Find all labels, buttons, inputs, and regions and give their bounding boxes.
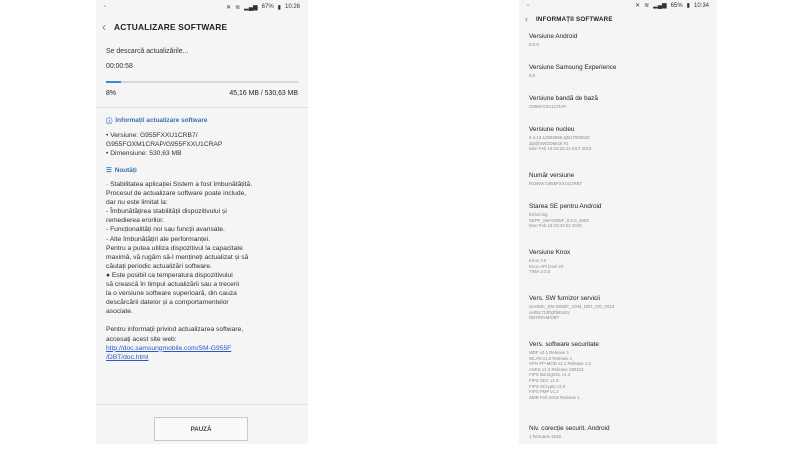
list-item-knox-version[interactable] (529, 243, 707, 289)
item-label: Starea SE pentru Android (529, 203, 602, 210)
page-title: ACTUALIZARE SOFTWARE (114, 22, 228, 32)
note-line: maximă, vă rugăm să-l mențineți actualizat și să (106, 253, 249, 261)
info-line: • Versiune: G955FXXU1CRB7/ (106, 132, 198, 139)
note-line: - Îmbunătățirea stabilității dispozitivului și (106, 208, 227, 216)
doc-link[interactable]: http://doc.samsungmobile.com/SM-G955F (106, 344, 232, 352)
mute-icon: ✕ (226, 4, 232, 11)
clock: 10:26 (284, 4, 300, 10)
update-info-block (96, 125, 308, 158)
pause-button[interactable]: PAUZĂ (154, 417, 248, 441)
news-title: Noutăți (114, 166, 137, 174)
item-label: Versiune Samsung Experience (529, 64, 617, 71)
clock: 10:34 (693, 2, 709, 9)
note-line: Pentru a putea utiliza dispozitivul la capacitate (106, 244, 243, 252)
note-line: accesați acest site web: (106, 335, 177, 343)
item-value: Knox 3.0 Knox API level 24 TIMA 3.3.0 (529, 258, 564, 275)
note-line: să crească în timpul actualizării sau a trecerii (106, 281, 240, 289)
info-line: G955FOXM1CRAP/G955FXXU1CRAP (106, 141, 223, 148)
download-progress-bar (106, 81, 298, 83)
item-label: Vers. SW furnizor servicii (529, 295, 601, 302)
battery-icon: ▮ (686, 3, 690, 9)
software-update-screen (96, 0, 308, 444)
info-line: • Dimensiune: 530,63 MB (106, 150, 182, 157)
item-value: R16NW.G955FXXU1CRB7 (529, 181, 582, 186)
item-label: Versiune nucleu (529, 126, 575, 133)
item-value: 1 februarie 2018 (529, 434, 561, 439)
list-item-service-provider-sw[interactable] (529, 289, 707, 335)
note-line: ● Este posibil ca temperatura dispozitivului (106, 271, 233, 279)
page-title: INFORMAȚII SOFTWARE (536, 15, 613, 23)
item-value: Enforcing SEPF_SM-G955F_8.0.0_0003 Mon Feb 19 23:44:02 2018 (529, 212, 589, 229)
battery-icon: ▮ (277, 4, 281, 11)
download-status: Se descarcă actualizările... (106, 48, 189, 55)
item-label: Număr versiune (529, 172, 575, 179)
item-value: 8.0.0 (529, 42, 539, 47)
note-line: - Alte îmbunătățiri ale performanței. (106, 235, 211, 243)
list-item-samsung-experience[interactable] (529, 58, 707, 89)
app-bar (519, 11, 717, 27)
item-label: Versiune Android (529, 33, 578, 40)
item-value: 9.0 (529, 73, 536, 78)
list-item-security-patch[interactable] (529, 419, 707, 444)
list-item-security-software[interactable] (529, 335, 707, 419)
item-value: MDF v3.1 Release 1 WLAN v1.0 Release 1 VPN PP-MOD v2.1 Release 1.0 ASKS v1.4 Release 180123 FIPS BoringSSL v1.2 FIPS SKC v1.9 FIPS SCrypto v2.0 FIPS FMP v1.2 SMR Feb-2018 Release 1 (529, 350, 591, 400)
wifi-icon: ≋ (644, 3, 650, 9)
download-progress-fill (106, 81, 121, 83)
release-notes (96, 174, 308, 362)
doc-link[interactable]: /DBT/doc.html (106, 353, 149, 361)
item-label: Niv. corecție securit. Android (529, 425, 610, 432)
item-value: G955FXXU1CRAP (529, 104, 567, 109)
note-line: remedierea erorilor. (106, 217, 164, 225)
signal-icon: ▂▄▆ (244, 4, 258, 11)
list-item-baseband[interactable] (529, 89, 707, 120)
item-label: Versiune bandă de bază (529, 95, 598, 102)
download-percent: 8% (106, 90, 116, 97)
signal-icon: ▂▄▆ (653, 3, 667, 9)
list-item-android-version[interactable] (529, 27, 707, 58)
battery-percent: 65% (670, 2, 683, 9)
list-icon: ☰ (106, 167, 112, 174)
download-size: 45,16 MB / 530,63 MB (229, 90, 298, 97)
status-bar (519, 0, 717, 11)
bottom-divider (96, 404, 308, 405)
note-line: · Stabilitatea aplicației Sistem a fost îmbunătățită. (106, 181, 253, 188)
item-value: SAOMC_SM-G955F_OXM_DBT_OO_0013 ce051713f52fb8240c DBT/ROM/DBT (529, 304, 615, 321)
update-info-title: Informații actualizare software (115, 117, 208, 124)
list-item-kernel[interactable] (529, 120, 707, 166)
note-line: dar nu este limitat la: (106, 199, 168, 207)
news-header (96, 164, 308, 174)
software-info-list (519, 27, 717, 444)
back-arrow-icon[interactable]: ‹ (102, 20, 106, 34)
item-value: 4.4.13-12993656-QB17006520 dpi@SWDD6816 #1 Mon Feb 19 23:22:14 KST 2018 (529, 135, 592, 152)
note-line: asociate. (106, 308, 133, 316)
item-label: Versiune Knox (529, 249, 571, 256)
divider (96, 107, 308, 108)
info-icon: ⓘ (106, 118, 113, 125)
back-arrow-icon[interactable]: ‹ (525, 13, 528, 24)
elapsed-time: 00:00:58 (106, 63, 133, 70)
app-bar (96, 14, 308, 40)
mute-icon: ✕ (635, 3, 641, 9)
item-label: Vers. software securitate (529, 341, 599, 348)
note-line: Procesul de actualizare software poate include, (106, 190, 247, 198)
update-info-header (96, 114, 308, 125)
note-line: la o versiune software superioară, din cauza (106, 290, 237, 298)
wifi-icon: ≋ (235, 4, 241, 11)
battery-percent: 67% (261, 4, 274, 10)
notification-icon: ▫ (527, 2, 530, 9)
software-info-screen (519, 0, 717, 444)
notification-icon: ▫ (104, 4, 107, 10)
note-line: căutați periodic actualizări software. (106, 262, 212, 270)
note-line: Pentru informații privind actualizarea software, (106, 326, 244, 334)
list-item-se-status[interactable] (529, 197, 707, 243)
note-line: - Funcționalități noi sau funcții avansate. (106, 226, 225, 234)
list-item-build-number[interactable] (529, 166, 707, 197)
status-bar (96, 0, 308, 14)
note-line: descărcării datelor și a comportamentelor (106, 299, 229, 307)
